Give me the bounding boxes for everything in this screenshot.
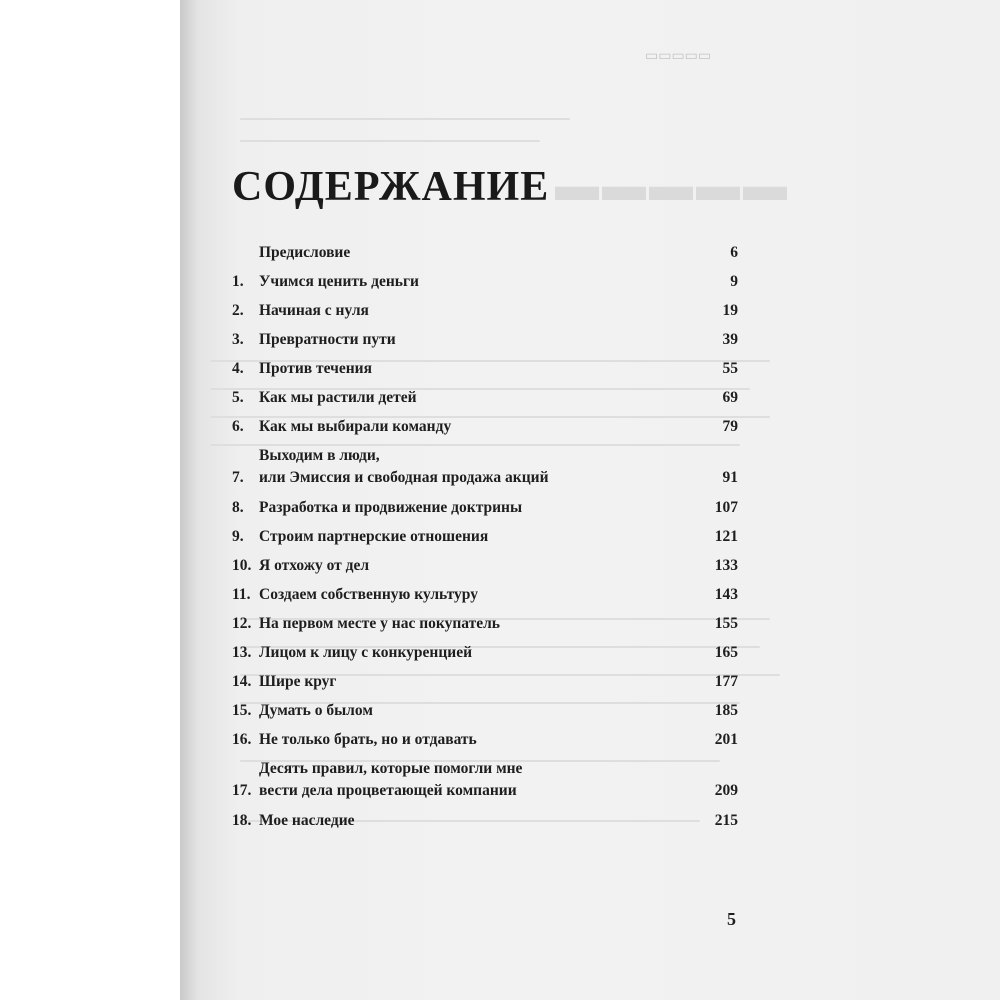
chapter-page-number: 143 bbox=[714, 586, 738, 603]
chapter-title-line: Как мы выбирали команду bbox=[259, 418, 452, 435]
toc-entry bbox=[232, 242, 738, 264]
toc-entry bbox=[232, 329, 738, 351]
toc-entry bbox=[232, 445, 738, 489]
chapter-title-line: На первом месте у нас покупатель bbox=[259, 615, 501, 632]
chapter-title-line: Лицом к лицу с конкуренцией bbox=[259, 644, 473, 661]
chapter-title-line: Я отхожу от дел bbox=[259, 557, 370, 574]
chapter-title bbox=[259, 642, 698, 664]
chapter-title-line: Думать о былом bbox=[259, 702, 373, 719]
chapter-number: 7. bbox=[232, 469, 244, 486]
page-number: 5 bbox=[727, 909, 736, 929]
toc-entry bbox=[232, 526, 738, 548]
chapter-page-number: 55 bbox=[722, 360, 738, 377]
toc-entry bbox=[232, 700, 738, 722]
toc-entry bbox=[232, 758, 738, 802]
chapter-title-line: Шире круг bbox=[259, 673, 337, 690]
chapter-number: 9. bbox=[232, 528, 244, 545]
chapter-title bbox=[259, 300, 698, 322]
chapter-title-line: Начиная с нуля bbox=[259, 302, 369, 319]
toc-entry bbox=[232, 671, 738, 693]
chapter-title-line: Создаем собственную культуру bbox=[259, 586, 478, 603]
chapter-title-line: Мое наследие bbox=[259, 812, 355, 829]
chapter-number: 11. bbox=[232, 586, 251, 603]
chapter-title bbox=[259, 445, 698, 489]
chapter-number: 6. bbox=[232, 418, 244, 435]
chapter-title bbox=[259, 416, 698, 438]
chapter-title-line: или Эмиссия и свободная продажа акций bbox=[259, 469, 549, 486]
chapter-number: 15. bbox=[232, 702, 252, 719]
toc-entry bbox=[232, 300, 738, 322]
toc-entry bbox=[232, 497, 738, 519]
chapter-number: 16. bbox=[232, 731, 252, 748]
chapter-number: 3. bbox=[232, 331, 244, 348]
chapter-title bbox=[259, 271, 698, 293]
chapter-title bbox=[259, 671, 698, 693]
toc-entry bbox=[232, 642, 738, 664]
chapter-number: 5. bbox=[232, 389, 244, 406]
toc-entry bbox=[232, 416, 738, 438]
chapter-title-line: вести дела процветающей компании bbox=[259, 782, 517, 799]
chapter-number: 1. bbox=[232, 273, 244, 290]
toc-entry bbox=[232, 555, 738, 577]
chapter-number: 13. bbox=[232, 644, 252, 661]
chapter-title bbox=[259, 555, 698, 577]
toc-entry bbox=[232, 584, 738, 606]
chapter-page-number: 209 bbox=[714, 782, 738, 799]
chapter-page-number: 6 bbox=[730, 244, 738, 261]
chapter-page-number: 79 bbox=[722, 418, 738, 435]
chapter-page-number: 215 bbox=[714, 812, 738, 829]
chapter-page-number: 39 bbox=[722, 331, 738, 348]
chapter-title-line: Против течения bbox=[259, 360, 372, 377]
toc-entry bbox=[232, 810, 738, 832]
chapter-number: 17. bbox=[232, 782, 252, 799]
chapter-title bbox=[259, 700, 698, 722]
toc-entry bbox=[232, 613, 738, 635]
toc-entry bbox=[232, 387, 738, 409]
chapter-page-number: 133 bbox=[714, 557, 738, 574]
toc-entry bbox=[232, 729, 738, 751]
chapter-title bbox=[259, 758, 698, 802]
chapter-title bbox=[259, 810, 698, 832]
chapter-page-number: 177 bbox=[714, 673, 738, 690]
chapter-page-number: 69 bbox=[722, 389, 738, 406]
chapter-number: 12. bbox=[232, 615, 252, 632]
chapter-number: 18. bbox=[232, 812, 252, 829]
chapter-title bbox=[259, 242, 698, 264]
chapter-title-line: Превратности пути bbox=[259, 331, 396, 348]
chapter-page-number: 185 bbox=[714, 702, 738, 719]
chapter-page-number: 19 bbox=[722, 302, 738, 319]
toc-entry bbox=[232, 271, 738, 293]
bleed-through-line bbox=[240, 140, 540, 142]
chapter-number: 10. bbox=[232, 557, 252, 574]
toc-heading: СОДЕРЖАНИЕ bbox=[232, 164, 550, 210]
chapter-page-number: 9 bbox=[730, 273, 738, 290]
chapter-title bbox=[259, 584, 698, 606]
chapter-title bbox=[259, 387, 698, 409]
chapter-page-number: 107 bbox=[714, 499, 738, 516]
chapter-title bbox=[259, 497, 698, 519]
chapter-number: 4. bbox=[232, 360, 244, 377]
bleed-through-heading: ▬▬▬▬▬ bbox=[555, 161, 790, 210]
chapter-title-line: Строим партнерские отношения bbox=[259, 528, 489, 545]
chapter-number: 2. bbox=[232, 302, 244, 319]
chapter-title-line: Как мы растили детей bbox=[259, 389, 417, 406]
chapter-page-number: 155 bbox=[714, 615, 738, 632]
chapter-title bbox=[259, 729, 698, 751]
chapter-title-line: Не только брать, но и отдавать bbox=[259, 731, 477, 748]
bleed-through-header: ▭▭▭▭▭ bbox=[645, 49, 712, 64]
chapter-title bbox=[259, 358, 698, 380]
chapter-title-line: Выходим в люди, bbox=[259, 447, 380, 464]
chapter-title bbox=[259, 526, 698, 548]
chapter-page-number: 121 bbox=[714, 528, 738, 545]
chapter-title-line: Разработка и продвижение доктрины bbox=[259, 499, 523, 516]
chapter-title-line: Десять правил, которые помогли мне bbox=[259, 760, 523, 777]
chapter-title-line: Предисловие bbox=[259, 244, 351, 261]
chapter-title bbox=[259, 329, 698, 351]
chapter-title bbox=[259, 613, 698, 635]
chapter-page-number: 91 bbox=[722, 469, 738, 486]
chapter-page-number: 165 bbox=[714, 644, 738, 661]
toc-entry bbox=[232, 358, 738, 380]
chapter-title-line: Учимся ценить деньги bbox=[259, 273, 419, 290]
chapter-page-number: 201 bbox=[714, 731, 738, 748]
chapter-number: 14. bbox=[232, 673, 252, 690]
chapter-number: 8. bbox=[232, 499, 244, 516]
bleed-through-line bbox=[240, 118, 570, 120]
